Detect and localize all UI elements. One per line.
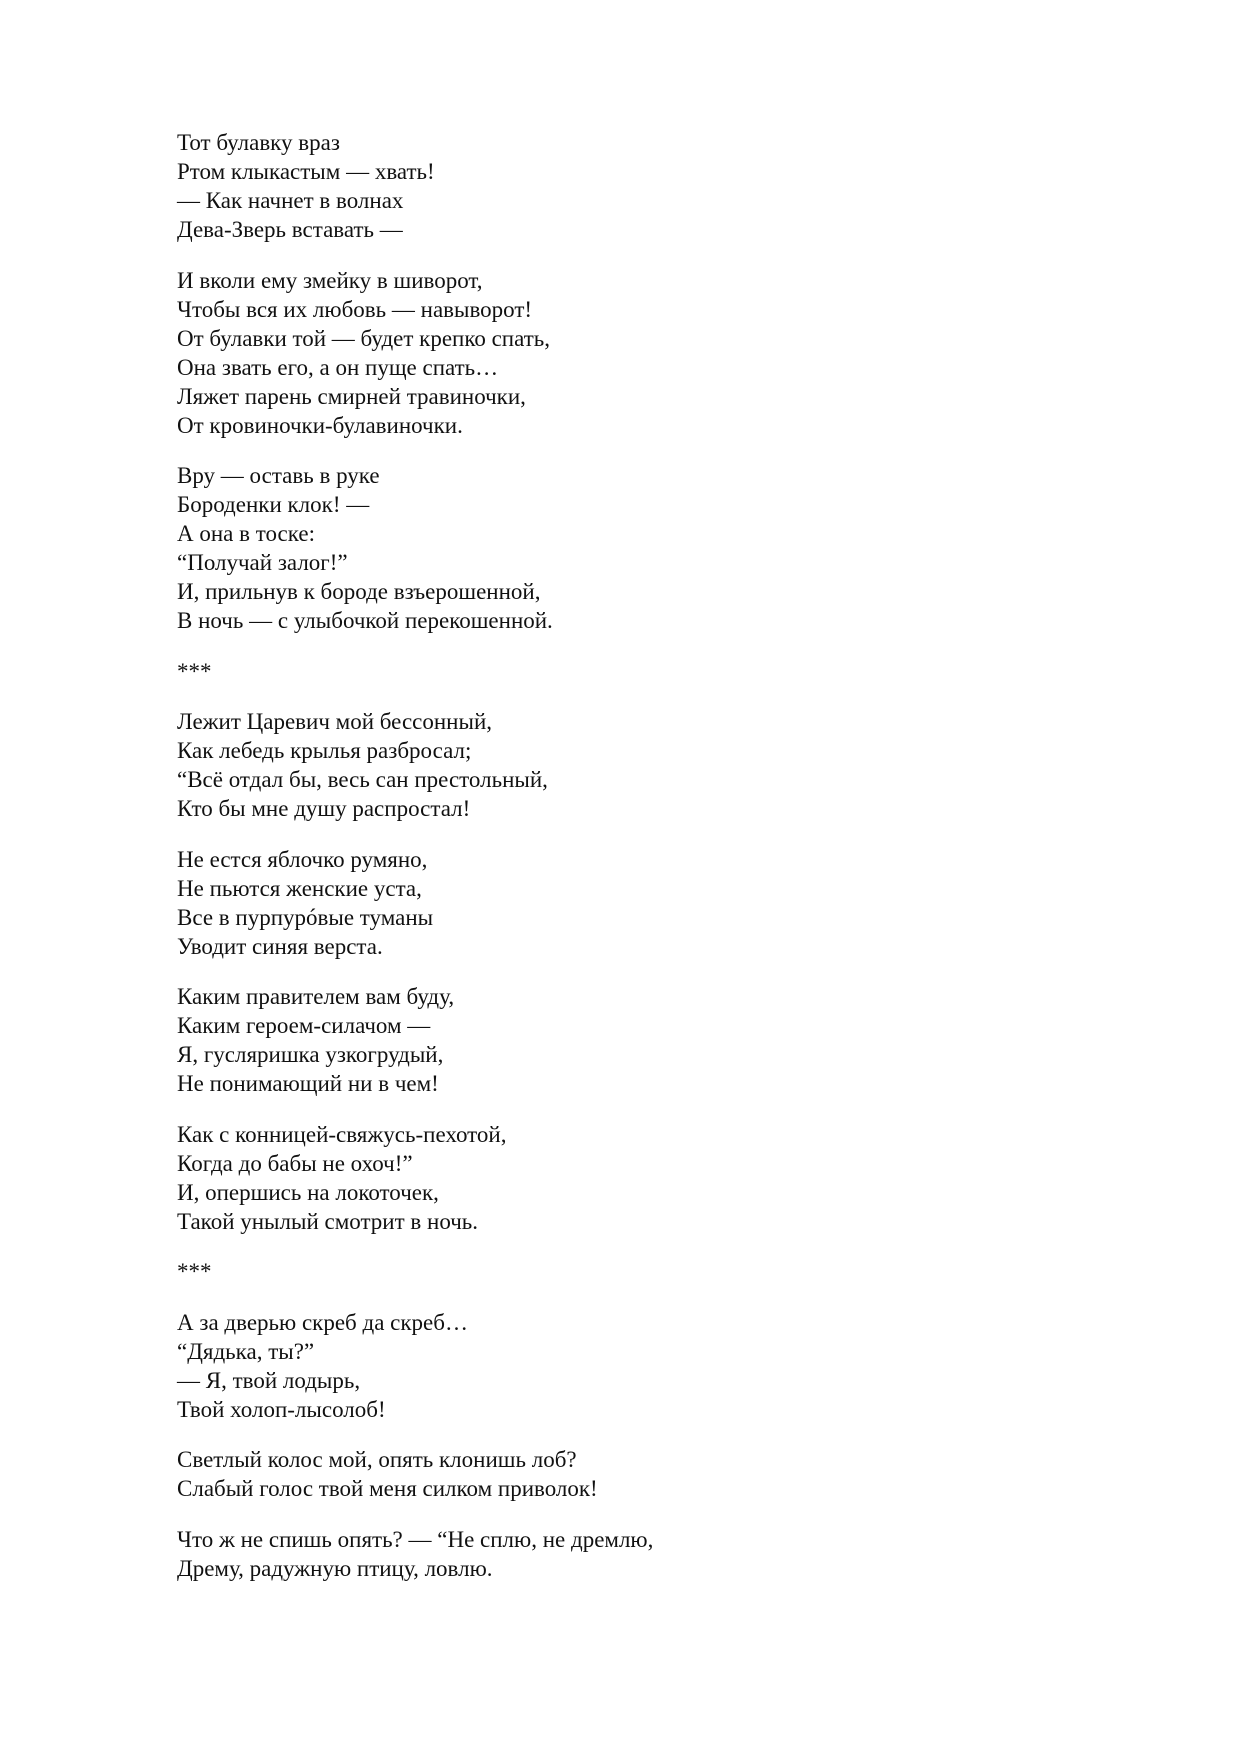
poem-line: Ртом клыкастым — хвать! (177, 159, 435, 184)
poem-line: Не понимающий ни в чем! (177, 1071, 439, 1096)
stanza (177, 1120, 1077, 1236)
poem-line: В ночь — с улыбочкой перекошенной. (177, 608, 553, 633)
poem-line: — Я, твой лодырь, (177, 1367, 361, 1393)
poem-line: Каким правителем вам буду, (177, 984, 455, 1009)
poem-line: Что ж не спишь опять? — “Не сплю, не дремлю, (177, 1526, 654, 1552)
poem-text-column (177, 128, 1077, 1583)
poem-line: Каким героем-силачом — (177, 1013, 431, 1038)
poem-line: Не пьются женские уста, (177, 875, 422, 901)
stanza (177, 266, 1077, 440)
poem-line: Уводит синяя верста. (177, 933, 383, 959)
poem-line: Как лебедь крылья разбросал; (177, 738, 472, 763)
separator-asterisks: *** (177, 1259, 212, 1284)
separator-asterisks: *** (177, 658, 212, 684)
poem-line: Она звать его, а он пуще спать… (177, 354, 499, 380)
stanza (177, 1525, 1077, 1583)
poem-line: Когда до бабы не охоч!” (177, 1150, 413, 1176)
poem-line: И вколи ему змейку в шиворот, (177, 267, 483, 293)
poem-line: И, опершись на локоточек, (177, 1179, 439, 1205)
stanza (177, 461, 1077, 635)
poem-line: Лежит Царевич мой бессонный, (177, 709, 493, 734)
poem-line: Дрему, радужную птицу, ловлю. (177, 1555, 493, 1581)
poem-line: А за дверью скреб да скреб… (177, 1309, 468, 1335)
poem-line: От булавки той — будет крепко спать, (177, 325, 551, 351)
poem-line: Кто бы мне душу распростал! (177, 796, 471, 821)
poem-line: Слабый голос твой меня силком приволок! (177, 1476, 598, 1501)
poem-line: Ляжет парень смирней травиночки, (177, 383, 526, 409)
poem-line: Чтобы вся их любовь — навыворот! (177, 296, 533, 322)
poem-line: И, прильнув к бороде взъерошенной, (177, 579, 541, 604)
poem-line: Светлый колос мой, опять клонишь лоб? (177, 1447, 577, 1472)
poem-line: А она в тоске: (177, 521, 315, 546)
stanza (177, 982, 1077, 1098)
poem-line: Не естся яблочко румяно, (177, 846, 428, 872)
poem-line: “Дядька, ты?” (177, 1338, 315, 1364)
poem-line: Тот булавку враз (177, 130, 340, 155)
section-separator (177, 657, 1077, 686)
poem-line: — Как начнет в волнах (177, 188, 404, 213)
stanza (177, 1445, 1077, 1503)
poem-line: Такой унылый смотрит в ночь. (177, 1208, 479, 1234)
poem-line: “Получай залог!” (177, 550, 348, 575)
poem-line: Бороденки клок! — (177, 492, 370, 517)
poem-line: Вру — оставь в руке (177, 463, 380, 488)
poem-line: “Всё отдал бы, весь сан престольный, (177, 767, 548, 792)
stanza (177, 707, 1077, 823)
poem-line: От кровиночки-булавиночки. (177, 412, 463, 438)
poem-line: Я, гусляришка узкогрудый, (177, 1042, 444, 1067)
section-separator (177, 1257, 1077, 1286)
stanza (177, 128, 1077, 244)
stanza (177, 1308, 1077, 1424)
poem-line: Твой холоп-лысолоб! (177, 1396, 386, 1422)
stanza (177, 845, 1077, 961)
poem-line: Все в пурпурóвые туманы (177, 904, 434, 930)
poem-line: Как с конницей-свяжусь-пехотой, (177, 1121, 507, 1147)
poem-line: Дева-Зверь вставать — (177, 217, 403, 242)
